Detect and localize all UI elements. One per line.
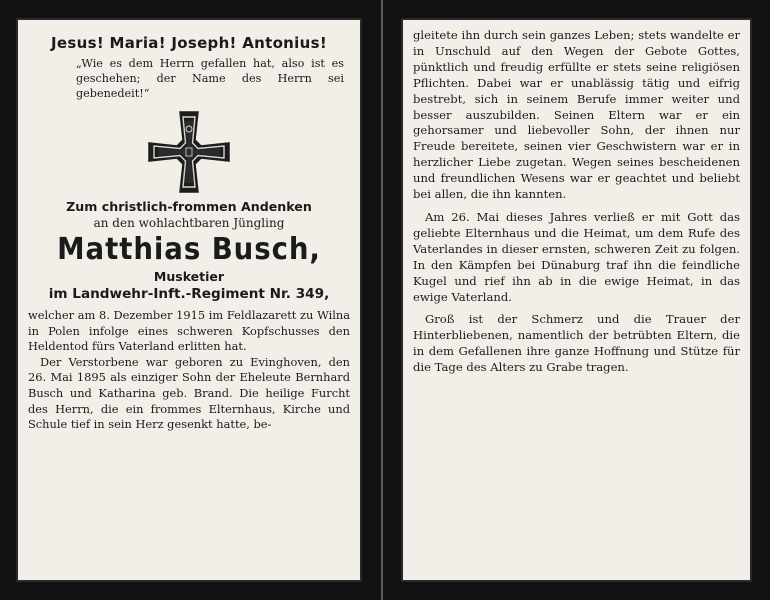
card-right-page (401, 18, 752, 582)
departure-paragraph: Am 26. Mai dieses Jahres verließ er mit Gott das geliebte Elternhaus und die Heimat, um dem Rufe des Vaterlandes in dieser ernsten, schweren Zeit zu folgen. In den Kämpfen bei Dünaburg traf ihn die feindliche Kugel und rief ihn ab in die ewige Heimat, in das ewige Vaterland. (413, 209, 740, 304)
life-paragraph: gleitete ihn durch sein ganzes Leben; stets wandelte er in Unschuld auf den Wegen der Gebote Gottes, pünktlich und freudig erfüllte er stets seine religiösen Pflichten. Dabei war er unablässig tätig und eifrig bestrebt, sich in seinem Berufe immer weiter und besser auszubilden. Seinen Eltern war er ein gehorsamer und liebevoller Sohn, der ihnen nur Freude bereitete, seinen vier Geschwistern war er in herzlicher Liebe zugetan. Wegen seines bescheidenen und freundlichen Wesens war er geachtet und beliebt bei allen, die ihn kannten. (413, 28, 740, 202)
scripture-quote: „Wie es dem Herrn gefallen hat, also ist es geschehen; der Name des Herrn sei gebenedeit!“ (76, 57, 344, 100)
memorial-subheading: an den wohlachtbaren Jüngling (93, 216, 285, 230)
iron-cross-icon (28, 109, 350, 195)
left-page-text (28, 308, 350, 433)
card-fold-line (381, 0, 383, 600)
right-page-content (413, 28, 740, 572)
iron-cross-graphic (144, 109, 234, 195)
memorial-heading: Zum christlich-frommen Andenken (66, 199, 312, 214)
deceased-name: Matthias Busch, (57, 232, 321, 267)
military-rank: Musketier (153, 269, 225, 284)
card-left-page (16, 18, 362, 582)
left-page-content (28, 28, 350, 572)
invocation-heading: Jesus! Maria! Joseph! Antonius! (51, 34, 327, 52)
death-paragraph: welcher am 8. Dezember 1915 im Feldlazarett zu Wilna in Polen infolge eines schweren Kopfschusses den Heldentod fürs Vaterland erlitten hat. (28, 308, 350, 354)
regiment-line: im Landwehr-Inft.-Regiment Nr. 349, (48, 286, 330, 302)
mourning-paragraph: Groß ist der Schmerz und die Trauer der Hinterbliebenen, namentlich der betrübten Eltern, die in dem Gefallenen ihre ganze Hoffnung und Stütze für die Tage des Alters zu Grabe tragen. (413, 312, 740, 375)
biography-paragraph: Der Verstorbene war geboren zu Evinghoven, den 26. Mai 1895 als einziger Sohn der Eheleute Bernhard Busch und Katharina geb. Brand. Die heilige Furcht des Herrn, die ein frommes Elternhaus, Kirche und Schule tief in sein Herz gesenkt hatte, be- (28, 354, 350, 432)
